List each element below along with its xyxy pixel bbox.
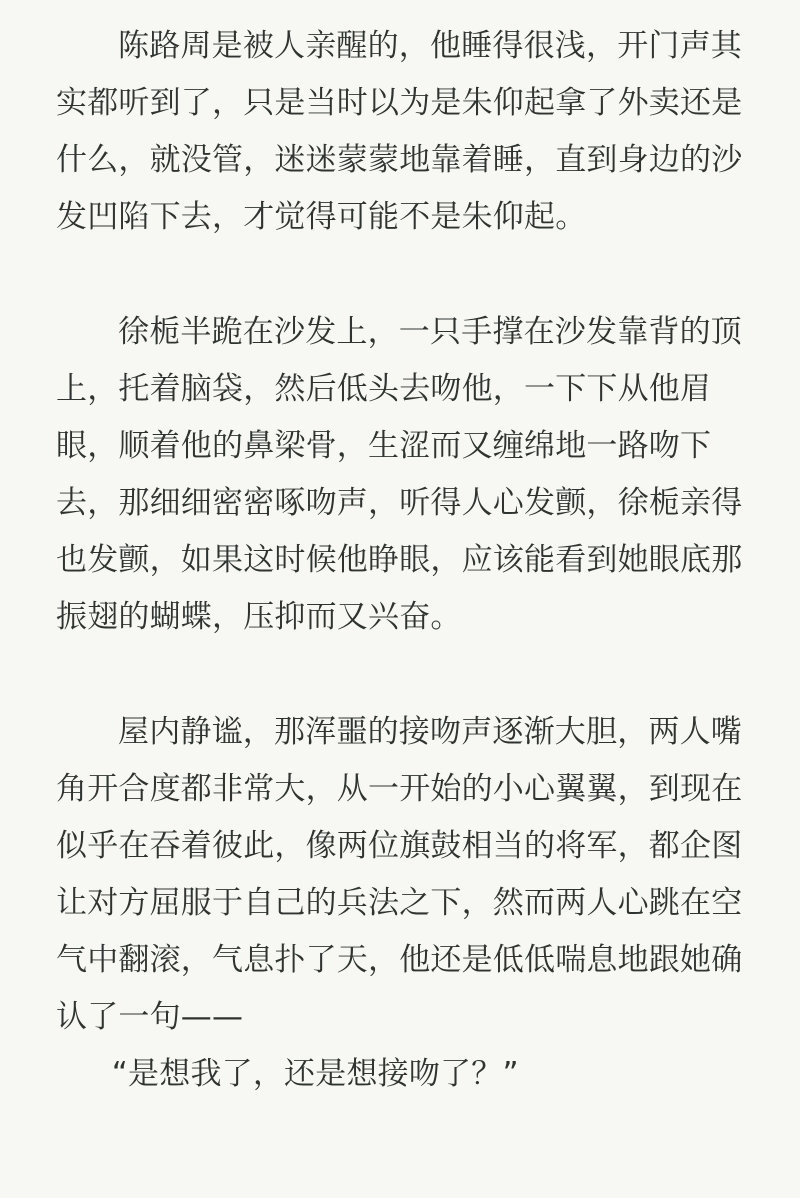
paragraph-3: 屋内静谧，那浑噩的接吻声逐渐大胆，两人嘴角开合度都非常大，从一开始的小心翼翼，到现在似乎在吞着彼此，像两位旗鼓相当的将军，都企图让对方屈服于自己的兵法之下，然而两人心跳在空气中翻滚，气息扑了天，他还是低低喘息地跟她确认了一句—— [56,714,743,1035]
dialogue-quote: “是想我了，还是想接吻了？” [111,1056,519,1092]
paragraph-2: 徐栀半跪在沙发上，一只手撑在沙发靠背的顶上，托着脑袋，然后低头去吻他，一下下从他眉眼，顺着他的鼻梁骨，生涩而又缠绵地一路吻下去，那细细密密啄吻声，听得人心发颤，徐栀亲得也发颤，如果这时候他睁眼，应该能看到她眼底那振翅的蝴蝶，压抑而又兴奋。 [56,314,743,635]
paragraph-1: 陈路周是被人亲醒的，他睡得很浅，开门声其实都听到了，只是当时以为是朱仰起拿了外卖还是什么，就没管，迷迷蒙蒙地靠着睡，直到身边的沙发凹陷下去，才觉得可能不是朱仰起。 [56,28,743,235]
